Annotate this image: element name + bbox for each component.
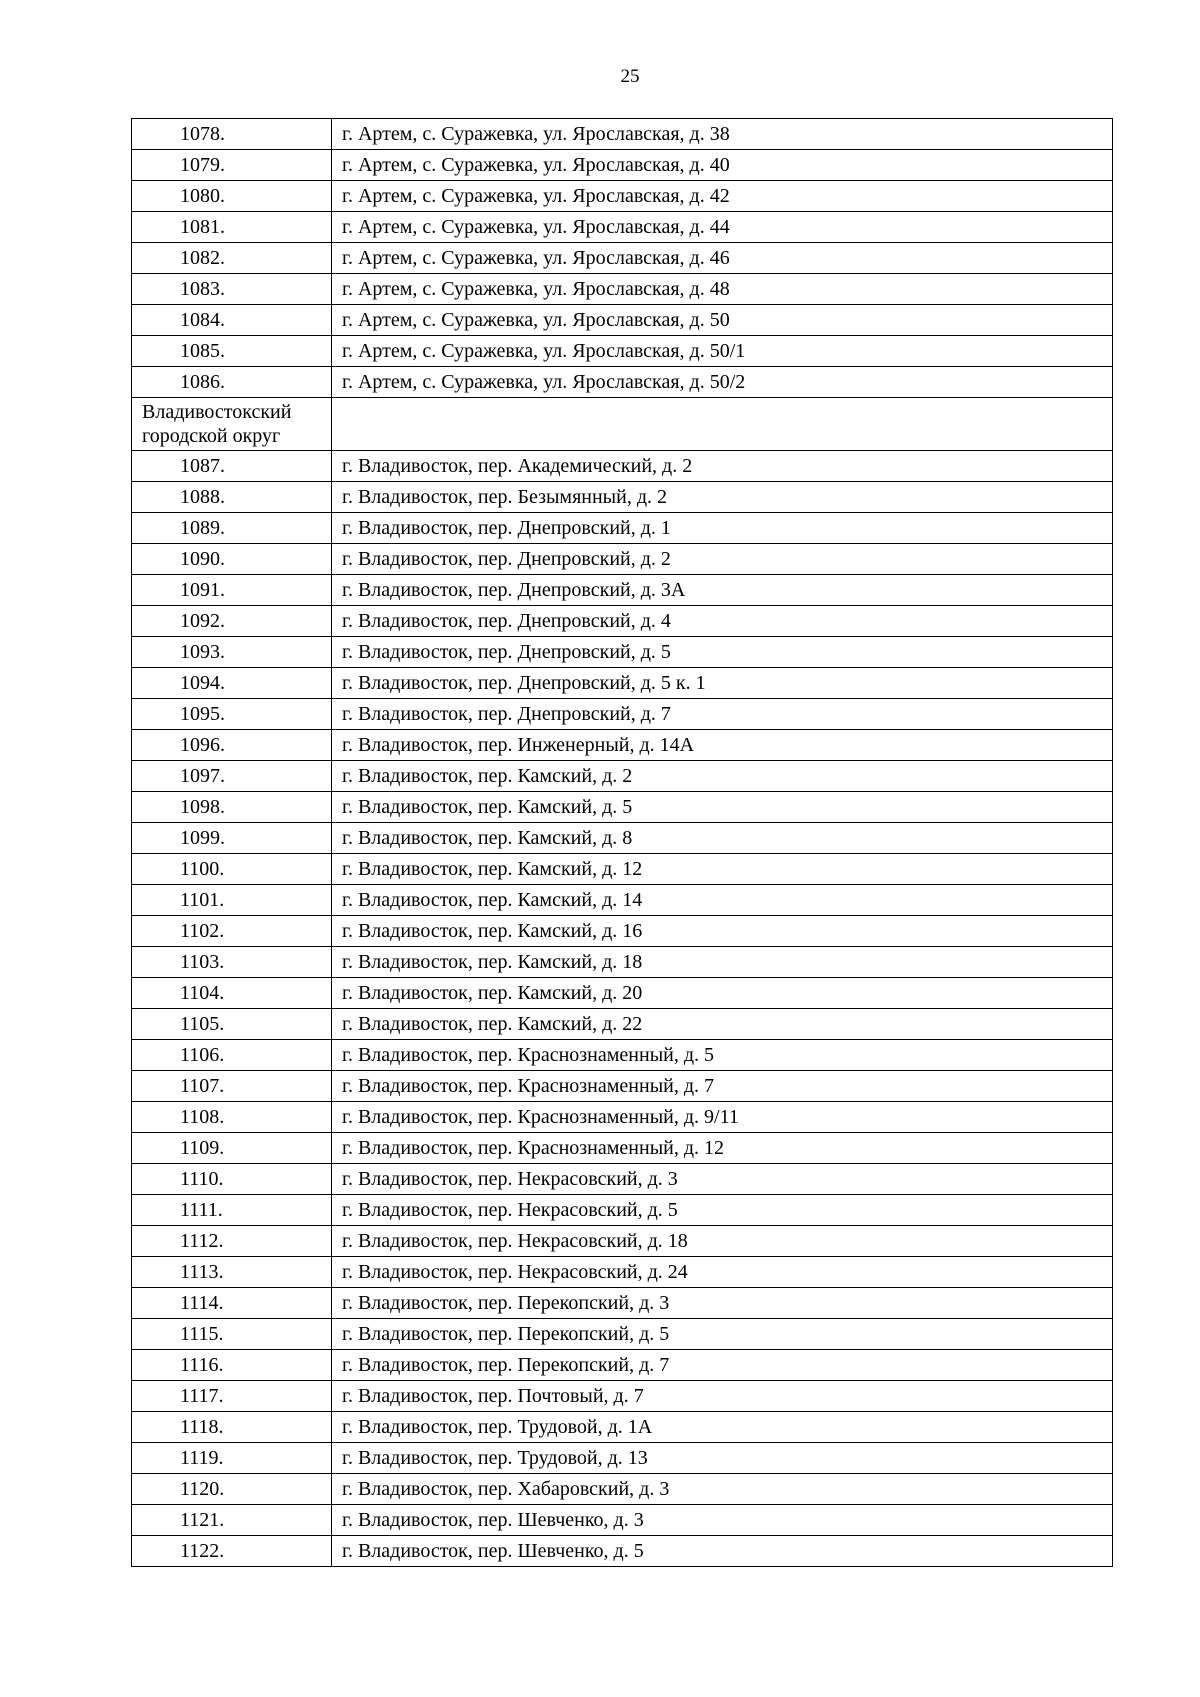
table-row — [132, 544, 1113, 575]
address-table-body — [132, 119, 1113, 1567]
table-row — [132, 336, 1113, 367]
row-address: г. Артем, с. Суражевка, ул. Ярославская, д. 50/1 — [332, 336, 1113, 367]
table-row — [132, 978, 1113, 1009]
row-address: г. Владивосток, пер. Днепровский, д. 3А — [332, 575, 1113, 606]
table-row — [132, 1536, 1113, 1567]
table-row — [132, 1443, 1113, 1474]
table-row — [132, 243, 1113, 274]
row-address: г. Артем, с. Суражевка, ул. Ярославская, д. 46 — [332, 243, 1113, 274]
row-number: 1121. — [132, 1505, 332, 1536]
row-number: 1085. — [132, 336, 332, 367]
row-address: г. Владивосток, пер. Шевченко, д. 5 — [332, 1536, 1113, 1567]
table-row — [132, 575, 1113, 606]
table-row — [132, 1009, 1113, 1040]
row-address: г. Владивосток, пер. Трудовой, д. 13 — [332, 1443, 1113, 1474]
row-address: г. Владивосток, пер. Камский, д. 14 — [332, 885, 1113, 916]
row-number: 1102. — [132, 916, 332, 947]
row-number: 1113. — [132, 1257, 332, 1288]
table-row — [132, 699, 1113, 730]
table-row — [132, 451, 1113, 482]
row-number: 1106. — [132, 1040, 332, 1071]
table-row — [132, 668, 1113, 699]
row-address: г. Владивосток, пер. Камский, д. 18 — [332, 947, 1113, 978]
table-row — [132, 885, 1113, 916]
table-row — [132, 482, 1113, 513]
row-number: 1109. — [132, 1133, 332, 1164]
row-number: 1107. — [132, 1071, 332, 1102]
table-row — [132, 274, 1113, 305]
table-row — [132, 792, 1113, 823]
row-number: 1117. — [132, 1381, 332, 1412]
table-row — [132, 1412, 1113, 1443]
row-number: 1119. — [132, 1443, 332, 1474]
row-number: 1099. — [132, 823, 332, 854]
table-row — [132, 1288, 1113, 1319]
row-address: г. Артем, с. Суражевка, ул. Ярославская, д. 38 — [332, 119, 1113, 150]
row-number: 1100. — [132, 854, 332, 885]
row-number: 1105. — [132, 1009, 332, 1040]
table-row — [132, 1505, 1113, 1536]
row-address: г. Владивосток, пер. Днепровский, д. 2 — [332, 544, 1113, 575]
section-row — [132, 398, 1113, 451]
row-number: 1088. — [132, 482, 332, 513]
row-number: 1093. — [132, 637, 332, 668]
row-address: г. Артем, с. Суражевка, ул. Ярославская, д. 50/2 — [332, 367, 1113, 398]
row-number: 1083. — [132, 274, 332, 305]
row-address: г. Артем, с. Суражевка, ул. Ярославская, д. 42 — [332, 181, 1113, 212]
table-row — [132, 305, 1113, 336]
row-number: 1092. — [132, 606, 332, 637]
table-row — [132, 916, 1113, 947]
row-address: г. Владивосток, пер. Камский, д. 12 — [332, 854, 1113, 885]
row-address: г. Владивосток, пер. Днепровский, д. 5 к. 1 — [332, 668, 1113, 699]
row-address: г. Владивосток, пер. Краснознаменный, д. 12 — [332, 1133, 1113, 1164]
table-row — [132, 1102, 1113, 1133]
row-number: 1101. — [132, 885, 332, 916]
row-number: 1084. — [132, 305, 332, 336]
row-address: г. Владивосток, пер. Перекопский, д. 7 — [332, 1350, 1113, 1381]
row-address: г. Владивосток, пер. Инженерный, д. 14А — [332, 730, 1113, 761]
row-address: г. Владивосток, пер. Краснознаменный, д. 7 — [332, 1071, 1113, 1102]
table-row — [132, 1164, 1113, 1195]
row-number: 1103. — [132, 947, 332, 978]
table-row — [132, 150, 1113, 181]
row-number: 1098. — [132, 792, 332, 823]
row-number: 1116. — [132, 1350, 332, 1381]
row-address: г. Артем, с. Суражевка, ул. Ярославская, д. 44 — [332, 212, 1113, 243]
row-number: 1114. — [132, 1288, 332, 1319]
table-row — [132, 947, 1113, 978]
row-address: г. Артем, с. Суражевка, ул. Ярославская, д. 40 — [332, 150, 1113, 181]
row-number: 1096. — [132, 730, 332, 761]
row-address: г. Владивосток, пер. Некрасовский, д. 5 — [332, 1195, 1113, 1226]
table-row — [132, 1133, 1113, 1164]
table-row — [132, 1071, 1113, 1102]
row-address: г. Владивосток, пер. Хабаровский, д. 3 — [332, 1474, 1113, 1505]
row-address: г. Владивосток, пер. Камский, д. 16 — [332, 916, 1113, 947]
address-table — [131, 118, 1113, 1567]
row-number: 1090. — [132, 544, 332, 575]
table-row — [132, 367, 1113, 398]
row-address: г. Владивосток, пер. Перекопский, д. 5 — [332, 1319, 1113, 1350]
row-number: 1108. — [132, 1102, 332, 1133]
table-row — [132, 730, 1113, 761]
table-row — [132, 1319, 1113, 1350]
row-address: г. Владивосток, пер. Камский, д. 2 — [332, 761, 1113, 792]
table-row — [132, 181, 1113, 212]
row-number: 1111. — [132, 1195, 332, 1226]
row-address: г. Владивосток, пер. Днепровский, д. 7 — [332, 699, 1113, 730]
table-row — [132, 119, 1113, 150]
row-address: г. Артем, с. Суражевка, ул. Ярославская, д. 50 — [332, 305, 1113, 336]
row-number: 1078. — [132, 119, 332, 150]
row-number: 1080. — [132, 181, 332, 212]
row-address: г. Владивосток, пер. Камский, д. 22 — [332, 1009, 1113, 1040]
table-row — [132, 1350, 1113, 1381]
row-address: г. Владивосток, пер. Шевченко, д. 3 — [332, 1505, 1113, 1536]
row-address: г. Владивосток, пер. Перекопский, д. 3 — [332, 1288, 1113, 1319]
row-address: г. Владивосток, пер. Трудовой, д. 1А — [332, 1412, 1113, 1443]
row-number: 1087. — [132, 451, 332, 482]
row-address: г. Владивосток, пер. Днепровский, д. 5 — [332, 637, 1113, 668]
table-row — [132, 761, 1113, 792]
table-row — [132, 637, 1113, 668]
row-number: 1082. — [132, 243, 332, 274]
row-address: г. Владивосток, пер. Днепровский, д. 1 — [332, 513, 1113, 544]
section-empty-cell — [332, 398, 1113, 451]
row-address: г. Владивосток, пер. Безымянный, д. 2 — [332, 482, 1113, 513]
row-number: 1115. — [132, 1319, 332, 1350]
row-address: г. Владивосток, пер. Некрасовский, д. 24 — [332, 1257, 1113, 1288]
row-number: 1110. — [132, 1164, 332, 1195]
table-row — [132, 1226, 1113, 1257]
row-address: г. Владивосток, пер. Камский, д. 20 — [332, 978, 1113, 1009]
row-number: 1089. — [132, 513, 332, 544]
row-number: 1081. — [132, 212, 332, 243]
row-address: г. Владивосток, пер. Академический, д. 2 — [332, 451, 1113, 482]
table-row — [132, 1040, 1113, 1071]
table-row — [132, 823, 1113, 854]
row-address: г. Владивосток, пер. Некрасовский, д. 3 — [332, 1164, 1113, 1195]
row-address: г. Владивосток, пер. Краснознаменный, д. 5 — [332, 1040, 1113, 1071]
table-row — [132, 854, 1113, 885]
row-number: 1097. — [132, 761, 332, 792]
table-row — [132, 1474, 1113, 1505]
section-label: Владивостокский городской округ — [132, 398, 332, 451]
table-row — [132, 606, 1113, 637]
row-number: 1104. — [132, 978, 332, 1009]
table-row — [132, 212, 1113, 243]
row-number: 1120. — [132, 1474, 332, 1505]
row-number: 1112. — [132, 1226, 332, 1257]
row-number: 1091. — [132, 575, 332, 606]
row-address: г. Артем, с. Суражевка, ул. Ярославская, д. 48 — [332, 274, 1113, 305]
row-address: г. Владивосток, пер. Почтовый, д. 7 — [332, 1381, 1113, 1412]
row-address: г. Владивосток, пер. Камский, д. 8 — [332, 823, 1113, 854]
page-number: 25 — [620, 66, 640, 87]
row-number: 1118. — [132, 1412, 332, 1443]
row-address: г. Владивосток, пер. Днепровский, д. 4 — [332, 606, 1113, 637]
row-number: 1095. — [132, 699, 332, 730]
table-row — [132, 513, 1113, 544]
row-number: 1094. — [132, 668, 332, 699]
row-number: 1079. — [132, 150, 332, 181]
table-row — [132, 1195, 1113, 1226]
row-number: 1086. — [132, 367, 332, 398]
row-address: г. Владивосток, пер. Краснознаменный, д. 9/11 — [332, 1102, 1113, 1133]
row-address: г. Владивосток, пер. Некрасовский, д. 18 — [332, 1226, 1113, 1257]
row-number: 1122. — [132, 1536, 332, 1567]
row-address: г. Владивосток, пер. Камский, д. 5 — [332, 792, 1113, 823]
table-row — [132, 1381, 1113, 1412]
table-row — [132, 1257, 1113, 1288]
